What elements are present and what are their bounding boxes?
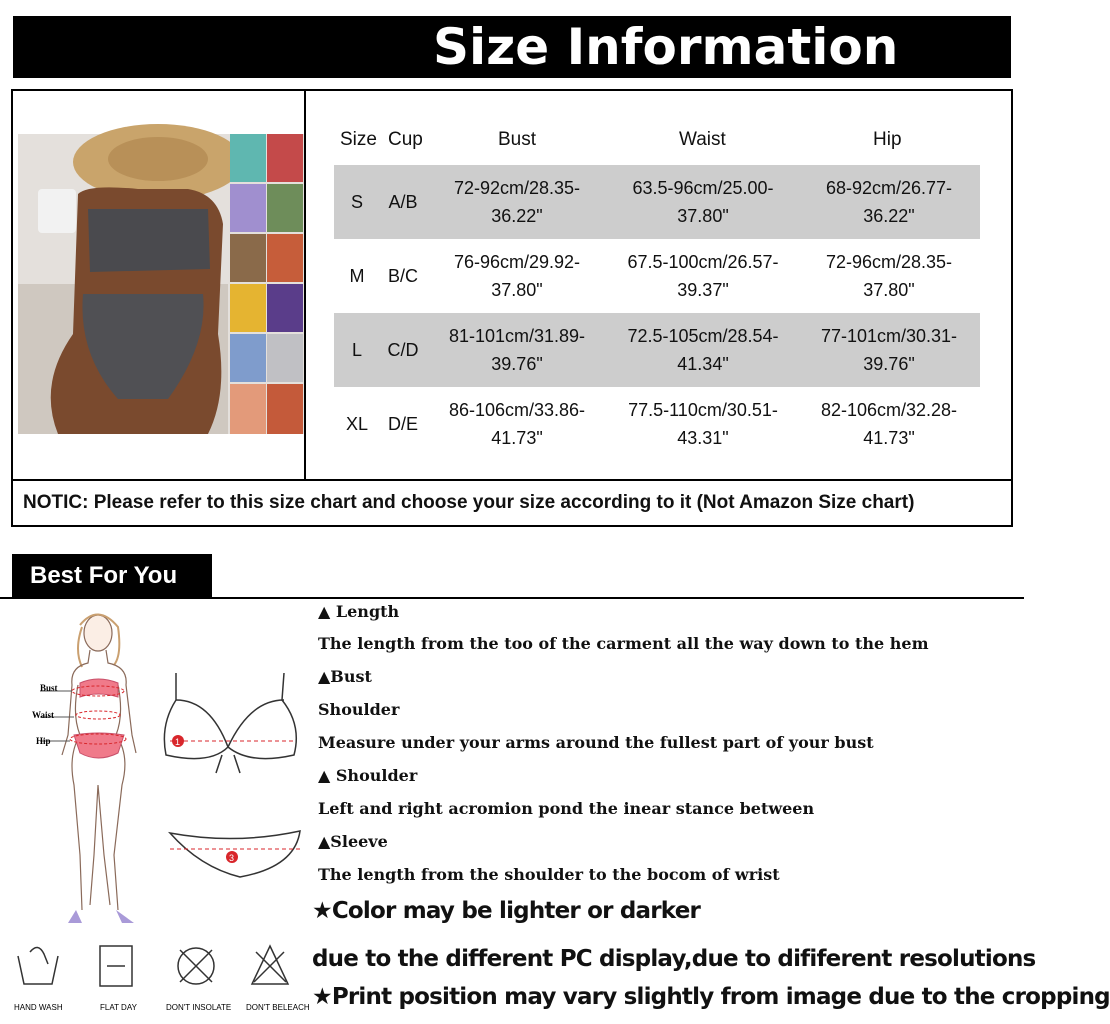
hip-cell: 72-96cm/28.35- 37.80" xyxy=(825,252,953,300)
bra-marker-label: 1 xyxy=(175,737,181,747)
bust-label: Bust xyxy=(40,683,58,693)
section-divider xyxy=(0,597,1024,599)
cup-cell: C/D xyxy=(387,340,419,360)
waist-cell: 77.5-110cm/30.51- 43.31" xyxy=(628,400,778,448)
table-row xyxy=(334,313,980,387)
care-label-dont-insolate: DON'T INSOLATE xyxy=(166,1003,232,1012)
bust-heading: ▲Bust xyxy=(318,667,372,686)
size-chart-frame xyxy=(11,89,1013,527)
product-photo-cell xyxy=(13,91,306,481)
bust-cell: 86-106cm/33.86- 41.73" xyxy=(448,400,586,448)
size-cell: S xyxy=(350,192,363,212)
hip-cell: 82-106cm/32.28- 41.73" xyxy=(820,400,958,448)
length-text: The length from the too of the carment all the way down to the hem xyxy=(318,634,929,653)
length-heading: ▲ Length xyxy=(318,602,400,621)
care-instructions xyxy=(8,938,308,1018)
header-hip: Hip xyxy=(873,129,902,150)
care-label-hand-wash: HAND WASH xyxy=(14,1003,63,1012)
table-row xyxy=(334,165,980,239)
size-cell: M xyxy=(349,266,365,286)
size-cell: L xyxy=(351,340,362,360)
care-label-flat-dry: FLAT DAY xyxy=(100,1003,137,1012)
size-notice: NOTIC: Please refer to this size chart and choose your size according to it (Not Amazon Size chart) xyxy=(23,492,915,513)
cup-cell: A/B xyxy=(388,192,418,212)
waist-cell: 72.5-105cm/28.54- 41.34" xyxy=(627,326,779,374)
cup-cell: D/E xyxy=(387,414,418,434)
bottom-marker-label: 3 xyxy=(229,853,235,863)
sleeve-heading: ▲Sleeve xyxy=(318,832,388,851)
table-row xyxy=(334,387,980,461)
bust-cell: 81-101cm/31.89- 39.76" xyxy=(448,326,586,374)
sleeve-text: The length from the shoulder to the bocom of wrist xyxy=(318,865,780,884)
header-waist: Waist xyxy=(679,129,726,150)
bust-cell: 76-96cm/29.92- 37.80" xyxy=(453,252,581,300)
product-photo xyxy=(18,134,304,434)
measurement-diagram xyxy=(10,605,310,935)
hip-cell: 77-101cm/30.31- 39.76" xyxy=(820,326,958,374)
shoulder-text: Left and right acromion pond the inear stance between xyxy=(318,799,815,818)
header-size: Size xyxy=(340,129,377,150)
bust-cell: 72-92cm/28.35- 36.22" xyxy=(453,178,581,226)
bust-text: Measure under your arms around the fullest part of your bust xyxy=(318,733,874,752)
care-label-dont-bleach: DON'T BELEACH xyxy=(246,1003,310,1012)
waist-cell: 67.5-100cm/26.57- 39.37" xyxy=(627,252,779,300)
color-note: ★Color may be lighter or darker xyxy=(312,898,701,924)
waist-cell: 63.5-96cm/25.00- 37.80" xyxy=(632,178,774,226)
print-note: ★Print position may vary slightly from image due to the cropping xyxy=(312,984,1110,1010)
page-title: Size Information xyxy=(433,18,899,76)
size-table-cell xyxy=(306,91,1011,481)
cup-cell: B/C xyxy=(387,266,418,286)
hip-cell: 68-92cm/26.77- 36.22" xyxy=(825,178,953,226)
display-note: due to the different PC display,due to dififerent resolutions xyxy=(312,946,1036,972)
header-bust: Bust xyxy=(498,129,537,150)
size-cell: XL xyxy=(345,414,369,434)
title-bar xyxy=(13,16,1011,78)
best-for-you-tab: Best For You xyxy=(12,554,212,598)
header-cup: Cup xyxy=(388,129,423,150)
waist-label: Waist xyxy=(32,710,55,720)
shoulder-word: Shoulder xyxy=(318,700,400,719)
shoulder-heading: ▲ Shoulder xyxy=(318,766,418,785)
hip-label: Hip xyxy=(36,736,51,746)
table-row xyxy=(334,239,980,313)
